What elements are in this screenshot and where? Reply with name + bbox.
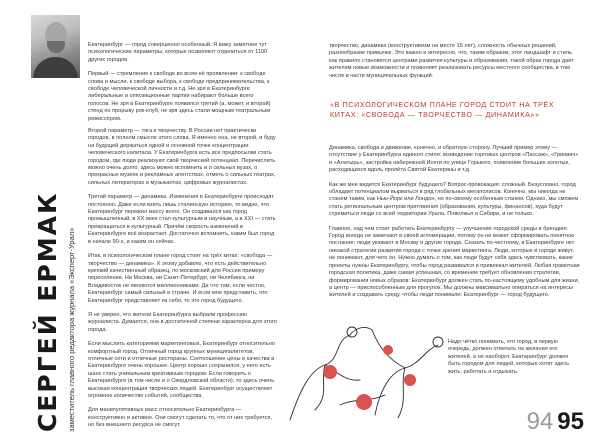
paragraph: Динамика, свобода и движение, конечно, и обратную сторону. Лучший пример этому — отсутствие у Екатеринбурга единого стиля: возведение торговых центров «Пассаж», «Гринвич» и «Алатырь», застройка набережной Исети по улице Горького, появление больших золотых, расходящихся вдоль пролёта Святой Екатерины и т.д. <box>329 145 579 174</box>
right-top-column <box>329 43 579 87</box>
paragraph: Для манипулятивных масс относительно Екатеринбурга — конструктивно и активно. Они смогут сделать то, что от них требуется, но без внешнего ресурса не смогут. <box>88 407 273 429</box>
paragraph: Второй параметр — тяга к творчеству. В России нет практически городов, в полном смысле этого слова. Я именно она, не второй, и буду на будущей держаться одной и основной точке концентрации человеческого капитала. У Екатеринбурга есть все предпосылки стать городом, где люди реализуют свой творческий потенциал. Перечислить можно очень долго: здесь можно вспомнить и о сильных вузах, о прекрасных музеях и рекламных агентствах, отметь о сильных театрах, сильных литераторах и музыкантах, цифровых журналистах. <box>88 128 276 186</box>
left-column <box>88 128 278 437</box>
page-numbers <box>527 410 584 434</box>
photo-beard <box>47 41 65 53</box>
paragraph: Первый — стремление к свободе во всем её проявлении: к свободе слова и мысли, к свободе выбора, к свободе предпринимательства, к свободе человеческой личности и т.д. Не зря в Екатеринбурге либеральные и оппозиционные партии набирают больше всего голосов. Не зря в Екатеринбурге появился третий (а, может, и второй) стенд по прорыву рок-клуб, не зря здесь стали мощным театральным режиссёром. <box>88 71 271 122</box>
author-name: СЕРГЕЙ ЕРМАК <box>33 191 62 432</box>
page-number-right: 95 <box>557 408 584 435</box>
red-dot <box>323 365 337 379</box>
red-dot <box>383 345 393 355</box>
author-photo <box>31 15 80 78</box>
intro-column <box>88 42 272 130</box>
pull-quote: «В ПСИХОЛОГИЧЕСКОМ ПЛАНЕ ГОРОД СТОИТ НА ТРЁХ КИТАХ: «СВОБОДА — ТВОРЧЕСТВО — ДИНАМИКА»» <box>330 100 555 119</box>
figure-head <box>433 337 443 347</box>
paragraph: Главное, над чем стоит работать Екатеринбургу — улучшение городской среды и брендинг. Город иногда не замечают в своей агломерации, потому он не может сформировать понятное послание: люди уезжают в Москву и другие города. Сказать по-честному, в Екатеринбурге нет никакой стратегии развития города с точки зрения маркетинга. Люди, которые в городе живут, не понимают, для чего он. Нужно думать о том, как люди будут себя здесь чувствовать, какие проекты нужны Екатеринбургу, чтобы город развивался и привлекал жителей. Любая грамотная городская политика, даже самая успешная, со временем требует обновления стратегии, формирования новых образов: Екатеринбург должен стать по-настоящему удобным для жизни, а центр — приспособленным для прогулок. Мы должны максимально опираться на интересы жителей и создавать среду, чтобы люди понимали: Екатеринбург — город будущего. <box>329 225 580 299</box>
right-column <box>329 145 581 307</box>
paragraph: Надо чётко понимать, что город, в первую очередь, должен отвечать на желания его жителей, а не наоборот. Екатеринбург должен быть городом для людей, которые хотят здесь жить, работать и отдыхать. <box>448 339 570 375</box>
paragraph: Я не уверен, что жители Екатеринбурга выбрали профессию журналиста. Думается, она в достаточной степени характерна для этого города. <box>88 311 277 333</box>
red-dot <box>356 394 372 410</box>
right-bottom-column <box>448 339 578 383</box>
paragraph: Как же мне видится Екатеринбург будущего? Вопрос-провокация: сложный. Безусловно, город обладает потенциалом вырваться в ряд глобальных мегаполисов. Конечно, мы никогда не станем таким, как Нью-Йорк или Лондон, но по-своему особенным станем. Однако, мы сможем стать региональным центром притяжения (образования, культуры, финансов), куда будут стремиться люди со всей территории Урала, Поволжья и Сибири, и не только. <box>329 181 579 218</box>
paragraph: Екатеринбург — город совершенно особенный. Я вижу заметнее тут психологические параметры, которые позволяют отделиться от 1100 других городов. <box>88 42 268 63</box>
red-dot <box>404 374 416 386</box>
paragraph: Третий параметр — динамика. Изменения в Екатеринбурге происходят постоянно. Даже если взять лишь сталинскую историю, то видно, что Екатеринбург пережил массу всего. Он создавался как город промышленный, в XX веке стал культурным и научным, а в XXI — стать превращаться в культурный. Причём скорость изменений в Екатеринбурге всё возрастает. Достаточно вспомнить, каким был город в начале 90-х, и каким он сейчас. <box>88 194 276 245</box>
photo-shoulders <box>33 57 78 78</box>
paragraph: Итак, в психологическом плане город стоит на трёх китах: «свобода — творчество — динамика». К этому добавлю, что есть действительно крепкий качественный образец, по московский для России примеру переселения. Ни Москва, ни Санкт-Петербург, ни Челябинск, ни Владивосток не являются миллионниками. Да что там, если честно, Екатеринбург самый сильный в стране. И если мне представить, что Екатеринбург представляет из себя, то это город будущего. <box>88 253 273 304</box>
dancing-figures-illustration <box>280 310 450 430</box>
paragraph: Если мыслить категориями маркетинговых, Екатеринбург относительно комфортный город. Отличный город крупных муниципалитетов, отличные сети и отличные рестораны. Соотношение цены и качества в Екатеринбурге очень хорошее. Центр хорошо сохранился, у него есть шанс стать уникальным креативным городом. Если говорить о Екатеринбурге (в том числе и о Свердловской области), то здесь очень высокая концентрация творческих людей. Екатеринбург осуществляет огромное количество событий, сообщества. <box>88 341 275 399</box>
author-role: заместитель главного редактора журнала «Эксперт-Урал» <box>67 227 76 432</box>
page-number-left: 94 <box>526 408 554 435</box>
paragraph: творчество, динамика (конструктивизм на месте 15 лет), сложность обычных решений, разнообразие привычек. Это важно и интересно, что, таким образом, этот ландшафт и стиль как правило становятся центрами развития культуры и образования, такой образ города даёт жителям новые возможности и позволяет реализовать ресурсы местного сообщества, в том числе в части муниципальных функций. <box>329 43 574 79</box>
